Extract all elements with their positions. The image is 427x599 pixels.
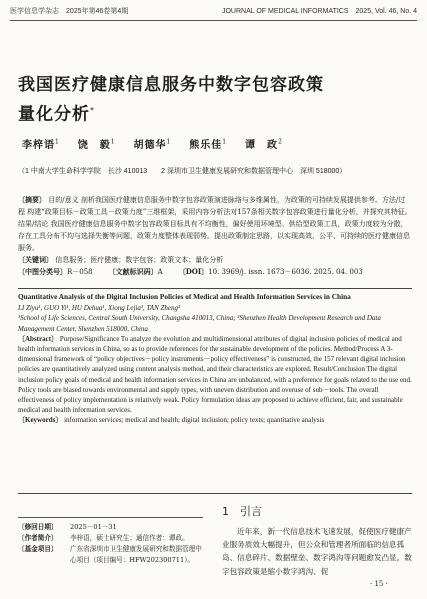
header-left: 医学信息学杂志 2025年第46卷第4期 (10, 8, 129, 15)
english-abstract (18, 292, 412, 426)
classification-row: 〔中图分类号〕R－058 〔文献标识码〕A 〔DOI〕10. 3969/j. issn. 1673－6036. 2025. 04. 003 (18, 267, 363, 276)
author: 谭 政$^2$ (245, 138, 283, 151)
running-header (10, 6, 417, 21)
chinese-abstract (18, 194, 412, 278)
author-list (22, 136, 283, 151)
title-line1: 我国医疗健康信息服务中数字包容政策 (18, 75, 324, 95)
author: 熊乐佳$^1$ (189, 138, 228, 151)
divider (18, 288, 412, 289)
body-paragraph: 近年来，新一代信息技术飞速发展，促使医疗健康产业服务质效大幅提升，但公众和管理者所面临的信息孤岛、信息碎片、数据壁垒、数字鸿沟等问题愈发凸显。数字包容政策是缩小数字鸿沟、促 (222, 527, 412, 576)
english-affiliation: ¹School of Life Sciences, Central South University, Changsha 410013, China; ²Shenzhen Health Development Research and Data Management Center, Shenzhen 518000, China (18, 314, 381, 333)
english-title: Quantitative Analysis of the Digital Inclusion Policies of Medical and Health Information Services in China (18, 292, 351, 301)
note-item: 〔修回日期〕 2025－01－31 (18, 523, 117, 531)
author: 胡德华$^1$ (133, 138, 172, 151)
author: 李梓语$^1$ (22, 138, 60, 151)
abstract-zh-label: 〔摘要〕 (18, 195, 46, 204)
affiliation: （1 中南大学生命科学学院 长沙 410013 2 深圳市卫生健康发展研究和数据管理中心 深圳 518000） (18, 168, 347, 175)
note-item: 〔作者简介〕 李梓语，硕士研究生；通信作者：谭政。 (18, 534, 189, 542)
english-authors: LI Ziyu¹, GUO Yi¹, HU Dehua¹, Xiong Lejia¹, TAN Zheng² (18, 304, 181, 313)
page-number: · 15 · (370, 580, 388, 588)
abstract-zh-paragraph (18, 194, 412, 254)
title-line2: 量化分析 (18, 104, 90, 125)
section-heading: 1 引言 (222, 505, 262, 518)
abstract-zh-text: 目的/意义 剖析我国医疗健康信息服务中数字包容政策演进脉络与多维属性，为政策的可持续发展提供参考。方法/过程 构建“政策目标－政策工具－政策力度”三维框架，采用内容分析法对157条相关数字包容政策进行量化分析，并探究其特征。结果/结论 我国医疗健康信息服务中数字包容政策目标具有不均衡性，偏好使用环境型、供给型政策工具，政策力度较为分散，存在工具分布不均与选择失衡等问题，政策力度整体表现弱势。提出政策制定思路，以实现高效、公平、可持续的医疗健康信息服务。 (18, 196, 412, 252)
english-abstract-paragraph: 〔Abstract〕 Purpose/Significance To analyze the evolution and multidimensional attributes of digital inclusion policies of medical and health information services in China, so as to provide references for the sustainable development of the policies. Method/Process A 3-dimensional framework of “policy objectives－policy instruments－policy effectiveness” is constructed, the 157 relevant digital inclusion policies are quantitatively analyzed using content analysis method, and their characteristics are explored. Result/Conclusion The digital inclusion policy goals of medical and health information services in China are unbalanced, with a preference for goals related to the use end. Policy tools are biased towards environmental and supply types, with uneven distribution and overuse of sub－tools. The overall effectiveness of policy implementation is relatively weak. Policy formulation ideas are proposed to achieve efficient, fair, and sustainable medical and health information services. (18, 334, 412, 415)
keywords-zh: 〔关键词〕 信息服务；医疗健康；数字包容；政策文本；量化分析 (18, 255, 224, 264)
english-keywords: 〔Keywords〕 information services; medical and health; digital inclusion; policy texts; quantitative analysis (18, 416, 325, 425)
note-item: 〔基金项目〕 广东省深圳市卫生健康发展研究和数据管理中心项目（项目编号：HFW202300711）。 (18, 545, 202, 564)
title-footnote-mark: * (90, 106, 95, 115)
article-notes (18, 522, 203, 566)
header-right: JOURNAL OF MEDICAL INFORMATICS 2025, Vol. 46, No. 4 (221, 8, 417, 15)
author: 饶 毅$^1$ (77, 138, 116, 151)
notes-divider (18, 517, 203, 518)
paper-title (18, 73, 413, 128)
divider (18, 493, 412, 494)
